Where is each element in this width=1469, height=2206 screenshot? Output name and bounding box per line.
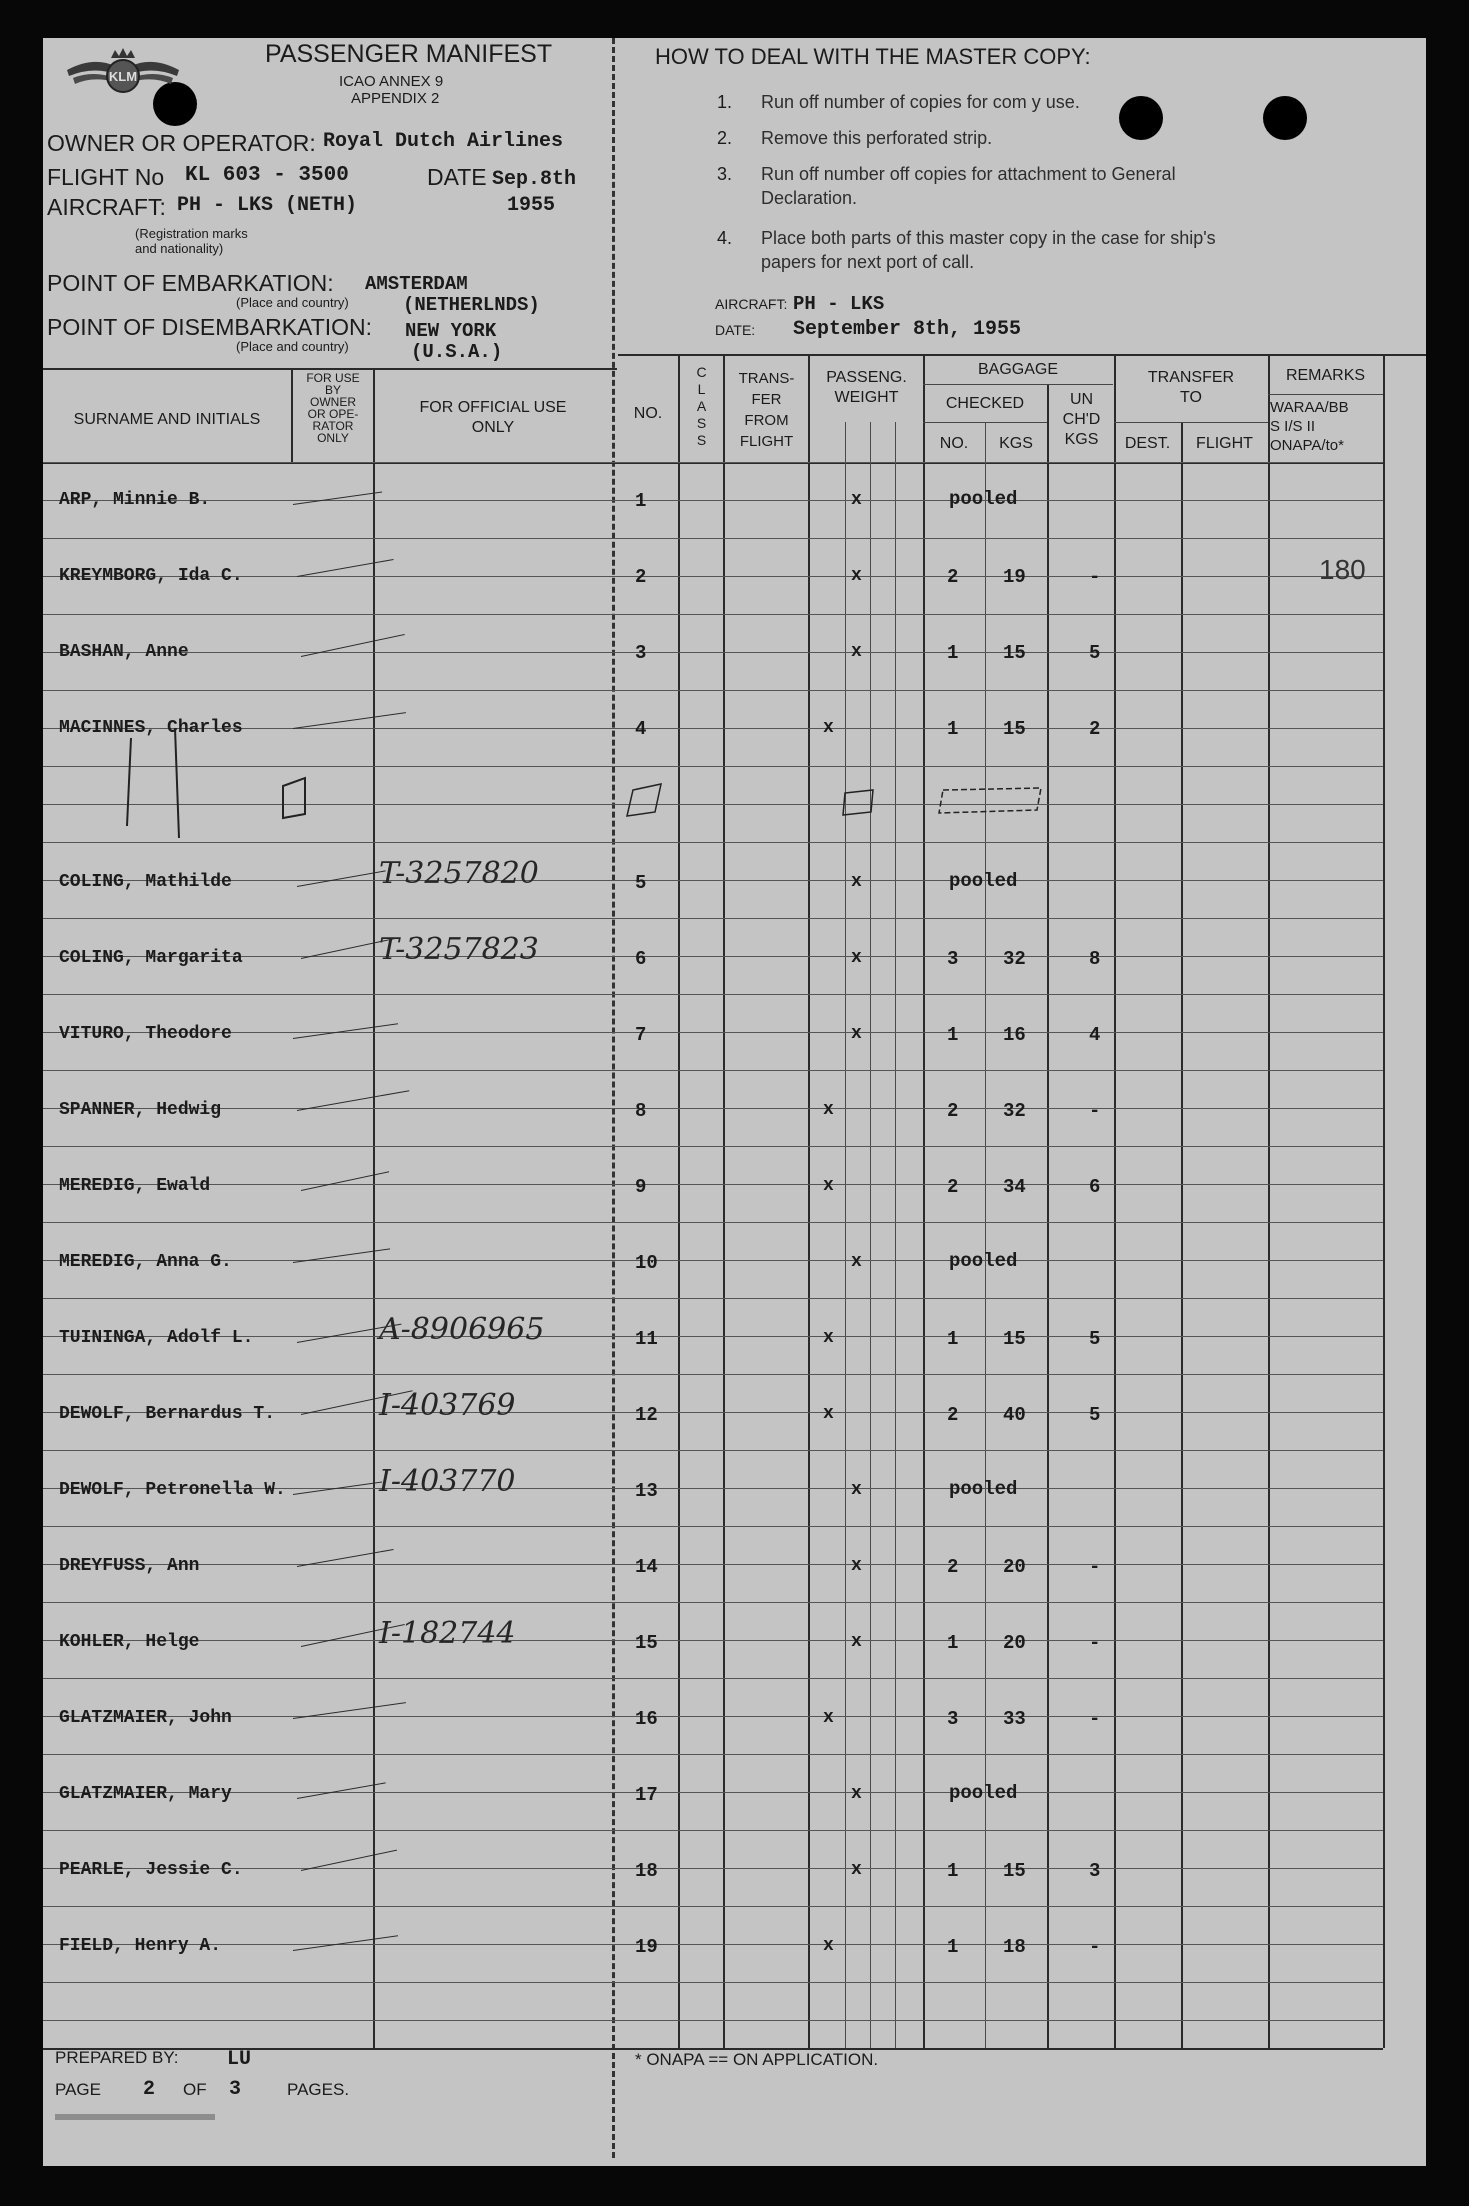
aircraft-label: AIRCRAFT: (47, 194, 166, 220)
class-mark: x (823, 1936, 834, 1956)
col-header-flight: FLIGHT (1196, 435, 1253, 452)
manifest-page (43, 38, 1426, 2166)
passenger-no: 17 (635, 1784, 658, 1806)
unchecked-kgs: - (1089, 566, 1101, 588)
baggage-pooled: pooled (949, 1782, 1018, 1804)
passenger-name: PEARLE, Jessie C. (59, 1860, 243, 1880)
passenger-no: 14 (635, 1556, 658, 1578)
col-header-transfer-to: TRANSFER TO (1147, 369, 1235, 406)
baggage-pooled: pooled (949, 870, 1018, 892)
baggage-kgs: 15 (1003, 718, 1026, 740)
aircraft-value: PH - LKS (NETH) (177, 194, 358, 217)
of-label: OF (183, 2080, 207, 2099)
instr-date-value: September 8th, 1955 (793, 318, 1022, 341)
passenger-no: 18 (635, 1860, 658, 1882)
page-value: 2 (143, 2078, 156, 2101)
embarkation-note: (Place and country) (236, 295, 349, 310)
prepared-value: LU (227, 2048, 252, 2071)
icao-annex: ICAO ANNEX 9 (339, 73, 444, 90)
class-mark: x (851, 1556, 862, 1576)
page-label: PAGE (55, 2080, 101, 2099)
passenger-no: 12 (635, 1404, 658, 1426)
passenger-official-id: T-3257820 (379, 856, 539, 891)
col-header-passeng-weight: PASSENG. WEIGHT (826, 369, 907, 406)
col-header-checked-kgs: KGS (999, 435, 1033, 452)
passenger-no: 4 (635, 718, 647, 740)
date-value: Sep.8th (492, 168, 577, 191)
passenger-no: 9 (635, 1176, 647, 1198)
passenger-name: TUININGA, Adolf L. (59, 1328, 254, 1348)
class-mark: x (823, 1708, 834, 1728)
passenger-name: KOHLER, Helge (59, 1632, 200, 1652)
baggage-no: 1 (947, 1632, 959, 1654)
unchecked-kgs: - (1089, 1100, 1101, 1122)
baggage-kgs: 15 (1003, 1328, 1026, 1350)
baggage-pooled: pooled (949, 488, 1018, 510)
class-mark: x (851, 1860, 862, 1880)
disembarkation-note: (Place and country) (236, 339, 349, 354)
passenger-no: 8 (635, 1100, 647, 1122)
class-mark: x (851, 490, 862, 510)
class-mark: x (851, 872, 862, 892)
instruction-number: 2. (717, 128, 733, 148)
class-mark: x (823, 1176, 834, 1196)
unchecked-kgs: 5 (1089, 642, 1101, 664)
baggage-kgs: 40 (1003, 1404, 1026, 1426)
baggage-kgs: 34 (1003, 1176, 1026, 1198)
baggage-kgs: 15 (1003, 642, 1026, 664)
passenger-name: GLATZMAIER, John (59, 1708, 232, 1728)
date-label: DATE (427, 164, 487, 190)
baggage-kgs: 19 (1003, 566, 1026, 588)
baggage-kgs: 33 (1003, 1708, 1026, 1730)
col-header-no: NO. (633, 405, 663, 422)
instruction-text-cont: papers for next port of call. (761, 252, 975, 272)
instruction-number: 4. (717, 228, 733, 248)
passenger-name: SPANNER, Hedwig (59, 1100, 222, 1120)
baggage-pooled: pooled (949, 1250, 1018, 1272)
passenger-official-id: I-403769 (379, 1388, 516, 1423)
unchecked-kgs: - (1089, 1556, 1101, 1578)
baggage-no: 3 (947, 1708, 959, 1730)
baggage-no: 2 (947, 1176, 959, 1198)
baggage-kgs: 15 (1003, 1860, 1026, 1882)
date-year: 1955 (507, 194, 556, 217)
class-mark: x (851, 566, 862, 586)
class-mark: x (851, 948, 862, 968)
col-header-surname: SURNAME AND INITIALS (73, 411, 261, 428)
page-title: PASSENGER MANIFEST (265, 40, 553, 68)
instruction-text: Run off number of copies for com y use. (761, 92, 1080, 112)
passenger-name: DEWOLF, Petronella W. (59, 1480, 286, 1500)
onapa-note: * ONAPA == ON APPLICATION. (635, 2050, 879, 2069)
baggage-no: 1 (947, 642, 959, 664)
unchecked-kgs: 8 (1089, 948, 1101, 970)
embarkation-value: AMSTERDAM (365, 273, 468, 295)
instr-date-label: DATE: (715, 322, 756, 338)
unchecked-kgs: - (1089, 1936, 1101, 1958)
baggage-kgs: 18 (1003, 1936, 1026, 1958)
disembarkation-country: (U.S.A.) (411, 341, 503, 363)
of-value: 3 (229, 2078, 242, 2101)
baggage-no: 3 (947, 948, 959, 970)
passenger-name: MEREDIG, Ewald (59, 1176, 211, 1196)
appendix: APPENDIX 2 (351, 90, 440, 107)
unchecked-kgs: 5 (1089, 1328, 1101, 1350)
baggage-kgs: 32 (1003, 1100, 1026, 1122)
svg-text:KLM: KLM (108, 69, 138, 84)
passenger-official-id: A-8906965 (379, 1312, 545, 1347)
col-header-checked: CHECKED (945, 395, 1025, 412)
col-header-dest: DEST. (1124, 435, 1171, 452)
passenger-no: 19 (635, 1936, 658, 1958)
instruction-number: 3. (717, 164, 733, 184)
passenger-name: COLING, Margarita (59, 948, 243, 968)
passenger-no: 5 (635, 872, 647, 894)
disembarkation-value: NEW YORK (405, 320, 497, 342)
passenger-name: MACINNES, Charles (59, 718, 243, 738)
baggage-kgs: 20 (1003, 1632, 1026, 1654)
passenger-name: BASHAN, Anne (59, 642, 189, 662)
passenger-no: 15 (635, 1632, 658, 1654)
embarkation-country: (NETHERLNDS) (403, 294, 540, 316)
passenger-name: MEREDIG, Anna G. (59, 1252, 232, 1272)
instruction-text: Remove this perforated strip. (761, 128, 993, 148)
baggage-no: 2 (947, 1404, 959, 1426)
col-header-official: FOR OFFICIAL USE ONLY (419, 399, 567, 436)
remarks-value: 180 (1319, 554, 1366, 585)
passenger-official-id: T-3257823 (379, 932, 539, 967)
passenger-name: DREYFUSS, Ann (59, 1556, 200, 1576)
instr-aircraft-value: PH - LKS (793, 293, 885, 315)
baggage-kgs: 16 (1003, 1024, 1026, 1046)
passenger-no: 6 (635, 948, 647, 970)
owner-label: OWNER OR OPERATOR: (47, 130, 316, 156)
unchecked-kgs: 4 (1089, 1024, 1101, 1046)
form-number-smudge (55, 2114, 215, 2120)
class-mark: x (823, 1404, 834, 1424)
unchecked-kgs: 3 (1089, 1860, 1101, 1882)
class-mark: x (851, 1480, 862, 1500)
passenger-no: 1 (635, 490, 647, 512)
disembarkation-label: POINT OF DISEMBARKATION: (47, 314, 373, 340)
passenger-no: 13 (635, 1480, 658, 1502)
baggage-pooled: pooled (949, 1478, 1018, 1500)
owner-value: Royal Dutch Airlines (323, 130, 564, 153)
baggage-no: 2 (947, 1556, 959, 1578)
passenger-no: 7 (635, 1024, 647, 1046)
class-mark: x (851, 1784, 862, 1804)
passenger-no: 2 (635, 566, 647, 588)
instruction-text: Run off number off copies for attachment to General (761, 164, 1176, 184)
unchecked-kgs: - (1089, 1708, 1101, 1730)
registration-note-2: and nationality) (135, 241, 224, 256)
prepared-label: PREPARED BY: (55, 2048, 179, 2067)
passenger-name: FIELD, Henry A. (59, 1936, 222, 1956)
col-header-class: C L A S S (696, 364, 707, 448)
passenger-no: 11 (635, 1328, 658, 1350)
passenger-name: KREYMBORG, Ida C. (59, 566, 243, 586)
passenger-name: ARP, Minnie B. (59, 490, 211, 510)
registration-note: (Registration marks (135, 226, 248, 241)
col-header-owner-use: FOR USE BY OWNER OR OPE- RATOR ONLY (306, 371, 360, 445)
class-mark: x (823, 1328, 834, 1348)
baggage-no: 2 (947, 1100, 959, 1122)
cancelled-row-marks (43, 38, 1426, 2166)
class-mark: x (851, 1252, 862, 1272)
flight-label: FLIGHT No (47, 164, 165, 190)
passenger-name: COLING, Mathilde (59, 872, 232, 892)
col-header-transfer-from: TRANS- FER FROM FLIGHT (738, 370, 795, 450)
col-header-baggage: BAGGAGE (977, 361, 1059, 378)
col-header-remarks-sub: WARAA/BB S I/S II ONAPA/to* (1270, 399, 1349, 454)
class-mark: x (851, 642, 862, 662)
passenger-name: VITURO, Theodore (59, 1024, 232, 1044)
unchecked-kgs: 5 (1089, 1404, 1101, 1426)
baggage-no: 2 (947, 566, 959, 588)
instr-aircraft-label: AIRCRAFT: (715, 296, 788, 312)
embarkation-label: POINT OF EMBARKATION: (47, 270, 334, 296)
passenger-official-id: I-182744 (379, 1616, 516, 1651)
col-header-checked-no: NO. (939, 435, 969, 452)
passenger-no: 16 (635, 1708, 658, 1730)
passenger-name: GLATZMAIER, Mary (59, 1784, 232, 1804)
baggage-no: 1 (947, 718, 959, 740)
col-header-remarks: REMARKS (1285, 367, 1366, 384)
baggage-no: 1 (947, 1936, 959, 1958)
col-header-unchd: UN CH'D KGS (1062, 391, 1101, 448)
class-mark: x (851, 1024, 862, 1044)
baggage-kgs: 32 (1003, 948, 1026, 970)
pages-label: PAGES. (287, 2080, 350, 2099)
baggage-no: 1 (947, 1860, 959, 1882)
passenger-no: 10 (635, 1252, 658, 1274)
passenger-official-id: I-403770 (379, 1464, 516, 1499)
class-mark: x (851, 1632, 862, 1652)
instructions-title: HOW TO DEAL WITH THE MASTER COPY: (655, 44, 1091, 69)
class-mark: x (823, 1100, 834, 1120)
instruction-text-cont: Declaration. (761, 188, 858, 208)
passenger-name: DEWOLF, Bernardus T. (59, 1404, 276, 1424)
class-mark: x (823, 718, 834, 738)
unchecked-kgs: 6 (1089, 1176, 1101, 1198)
unchecked-kgs: 2 (1089, 718, 1101, 740)
baggage-kgs: 20 (1003, 1556, 1026, 1578)
passenger-no: 3 (635, 642, 647, 664)
instruction-text: Place both parts of this master copy in the case for ship's (761, 228, 1216, 248)
baggage-no: 1 (947, 1328, 959, 1350)
unchecked-kgs: - (1089, 1632, 1101, 1654)
baggage-no: 1 (947, 1024, 959, 1046)
instruction-number: 1. (717, 92, 733, 112)
flight-value: KL 603 - 3500 (185, 164, 349, 187)
